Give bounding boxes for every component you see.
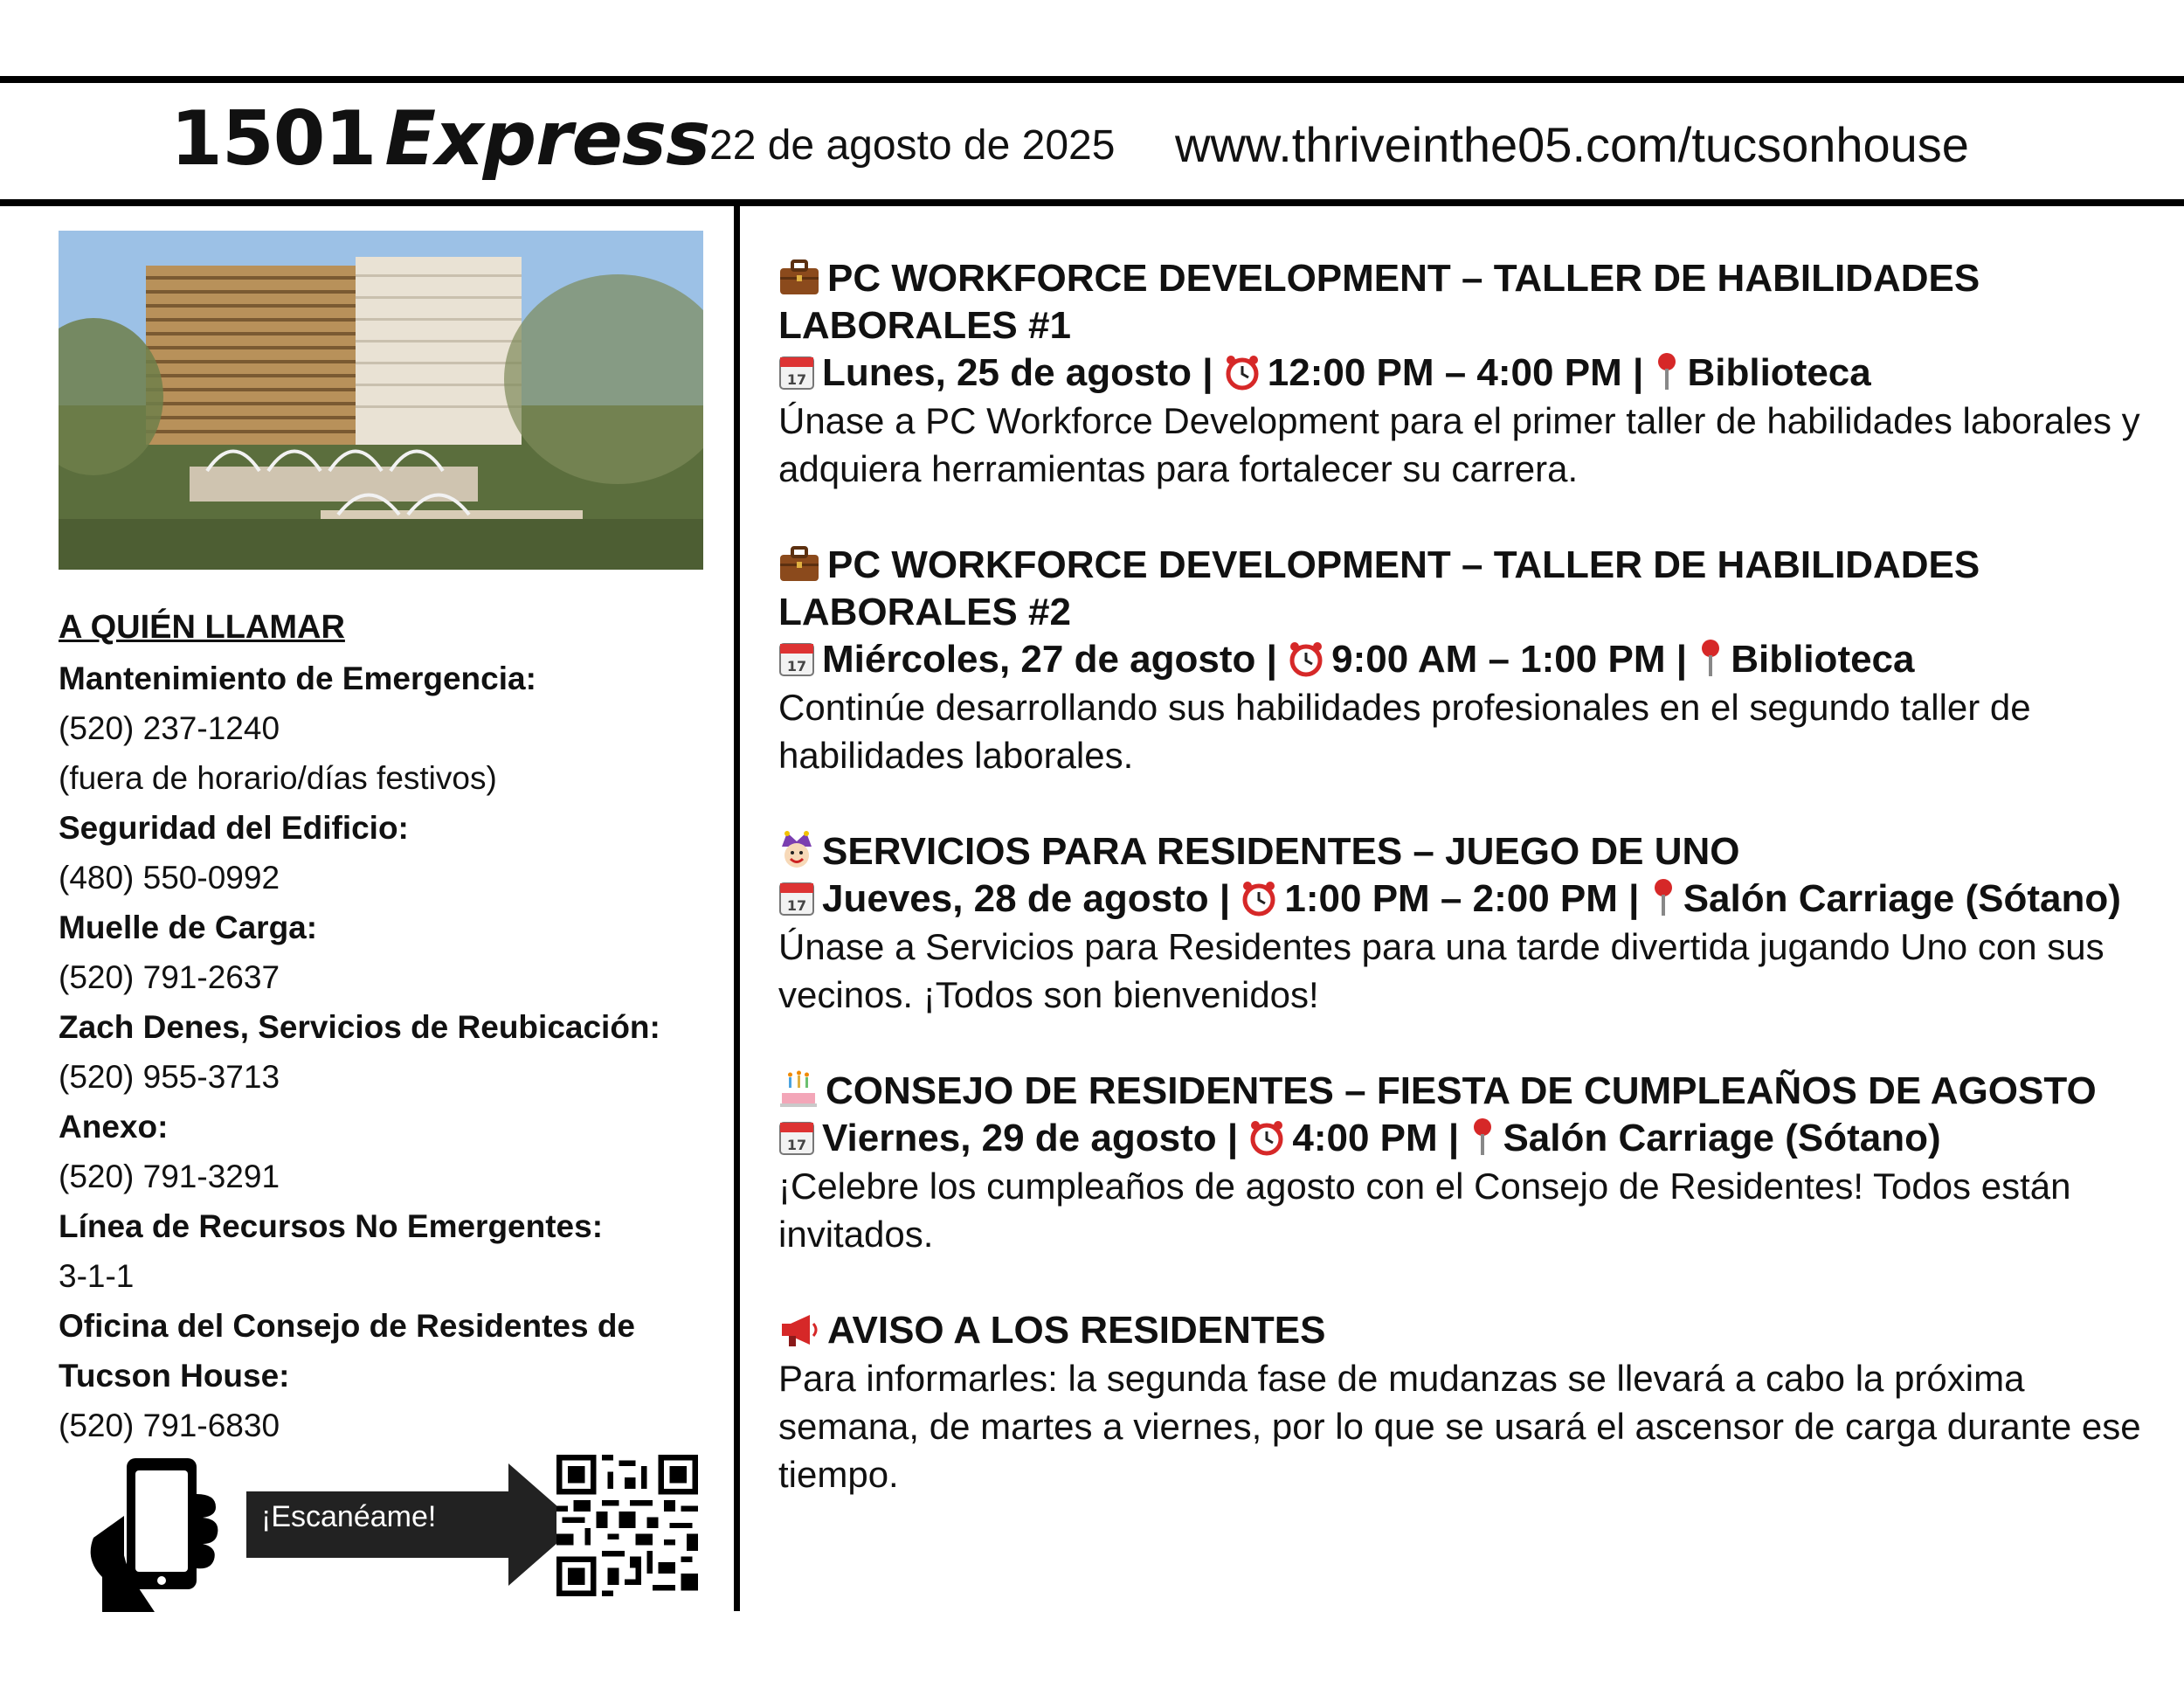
event-time: 4:00 PM (1292, 1117, 1438, 1159)
pin-icon (1654, 352, 1680, 391)
hand-phone-icon (76, 1455, 242, 1612)
event-day: Lunes, 25 de agosto (822, 351, 1192, 394)
contacts-title: A QUIÉN LLAMAR (59, 609, 345, 646)
event-description: Únase a PC Workforce Development para el primer taller de habilidades laborales y adquiera herramientas para fortalecer su carrera. (778, 400, 2140, 489)
event-title (778, 828, 2159, 875)
svg-text:17: 17 (786, 658, 807, 675)
masthead (0, 83, 2184, 199)
contact-item (59, 654, 722, 803)
pin-icon (1650, 878, 1676, 917)
event-item (778, 542, 2159, 779)
event-item (778, 255, 2159, 493)
qr-code[interactable] (556, 1455, 698, 1596)
megaphone-icon (778, 1311, 820, 1348)
event-title (778, 542, 2159, 636)
event-meta: 17 Lunes, 25 de agosto | 12:00 PM – 4:00 PM | Biblioteca (778, 349, 2159, 397)
event-description: ¡Celebre los cumpleaños de agosto con el Consejo de Residentes! Todos están invitados. (778, 1166, 2071, 1255)
svg-text:17: 17 (786, 371, 807, 388)
event-day: Viernes, 29 de agosto (822, 1117, 1217, 1159)
calendar-icon (778, 354, 815, 391)
contact-label: Seguridad del Edificio: (59, 810, 409, 846)
newsletter-title (170, 95, 709, 183)
contacts-section (59, 603, 722, 1450)
building-photo (59, 231, 703, 570)
event-meta: 17 Miércoles, 27 de agosto | 9:00 AM – 1:00 PM | Biblioteca (778, 636, 2159, 683)
calendar-icon (778, 640, 815, 677)
column-divider (734, 206, 740, 1611)
events-section (778, 255, 2159, 1547)
title-name: Express (384, 95, 710, 183)
contact-phone: (520) 791-6830 (59, 1408, 280, 1443)
event-place: Salón Carriage (Sótano) (1683, 877, 2121, 920)
event-title-text: SERVICIOS PARA RESIDENTES – JUEGO DE UNO (822, 830, 1740, 873)
contact-item (59, 903, 722, 1002)
calendar-icon (778, 880, 815, 917)
event-description: Continúe desarrollando sus habilidades profesionales en el segundo taller de habilidades laborales. (778, 687, 2031, 776)
event-day: Miércoles, 27 de agosto (822, 638, 1256, 681)
briefcase-icon (778, 259, 820, 296)
event-place: Biblioteca (1731, 638, 1915, 681)
event-time: 12:00 PM – 4:00 PM (1267, 351, 1622, 394)
event-day: Jueves, 28 de agosto (822, 877, 1209, 920)
contact-phone: (520) 237-1240 (59, 710, 280, 746)
contact-label: Oficina del Consejo de Residentes de Tucson House: (59, 1308, 636, 1394)
event-meta: 17 Viernes, 29 de agosto | 4:00 PM | Salón Carriage (Sótano) (778, 1115, 2159, 1162)
website-url: www.thriveinthe05.com/tucsonhouse (1175, 117, 1969, 172)
scan-me-label: ¡Escanéame! (261, 1500, 437, 1533)
alarm-clock-icon (1288, 640, 1324, 677)
calendar-icon (778, 1119, 815, 1156)
notice-title (778, 1307, 2159, 1354)
contact-label: Anexo: (59, 1109, 169, 1145)
cake-icon (778, 1070, 819, 1109)
header-rule (0, 199, 2184, 206)
contact-phone: 3-1-1 (59, 1258, 135, 1294)
svg-text:17: 17 (786, 897, 807, 914)
contact-item (59, 1002, 722, 1102)
event-place: Biblioteca (1687, 351, 1871, 394)
contact-label: Zach Denes, Servicios de Reubicación: (59, 1009, 660, 1045)
event-item (778, 828, 2159, 1019)
issue-date: 22 de agosto de 2025 (709, 122, 1116, 169)
contact-label: Mantenimiento de Emergencia: (59, 661, 536, 696)
title-number: 1501 (170, 95, 377, 183)
alarm-clock-icon (1248, 1119, 1285, 1156)
alarm-clock-icon (1224, 354, 1261, 391)
contact-phone: (480) 550-0992 (59, 860, 280, 896)
event-title-text: CONSEJO DE RESIDENTES – FIESTA DE CUMPLEAÑOS DE AGOSTO (826, 1069, 2097, 1112)
contact-note: (fuera de horario/días festivos) (59, 760, 497, 796)
event-title (778, 1068, 2159, 1115)
svg-text:17: 17 (786, 1137, 807, 1153)
contact-phone: (520) 791-2637 (59, 959, 280, 995)
contact-item (59, 1301, 722, 1450)
event-item (778, 1068, 2159, 1258)
joker-icon (778, 831, 815, 869)
contact-phone: (520) 791-3291 (59, 1159, 280, 1194)
event-time: 1:00 PM – 2:00 PM (1284, 877, 1618, 920)
event-title-text: PC WORKFORCE DEVELOPMENT – TALLER DE HABILIDADES LABORALES #2 (778, 543, 1980, 633)
notice-title-text: AVISO A LOS RESIDENTES (827, 1309, 1326, 1352)
event-place: Salón Carriage (Sótano) (1503, 1117, 1941, 1159)
contact-item (59, 1102, 722, 1201)
event-title (778, 255, 2159, 349)
event-title-text: PC WORKFORCE DEVELOPMENT – TALLER DE HABILIDADES LABORALES #1 (778, 257, 1980, 347)
pin-icon (1697, 639, 1724, 677)
notice-item (778, 1307, 2159, 1498)
top-rule (0, 76, 2184, 83)
contact-item (59, 1201, 722, 1301)
event-description: Únase a Servicios para Residentes para una tarde divertida jugando Uno con sus vecinos. ¡Todos son bienvenidos! (778, 926, 2105, 1015)
scan-me-row (59, 1455, 705, 1616)
notice-description: Para informarles: la segunda fase de mudanzas se llevará a cabo la próxima semana, de martes a viernes, por lo que se usará el ascensor de carga durante ese tiempo. (778, 1358, 2141, 1495)
briefcase-icon (778, 546, 820, 583)
contact-phone: (520) 955-3713 (59, 1059, 280, 1095)
contact-label: Muelle de Carga: (59, 910, 318, 945)
contact-item (59, 803, 722, 903)
contact-label: Línea de Recursos No Emergentes: (59, 1208, 604, 1244)
event-time: 9:00 AM – 1:00 PM (1331, 638, 1666, 681)
pin-icon (1469, 1117, 1496, 1156)
event-meta: 17 Jueves, 28 de agosto | 1:00 PM – 2:00 PM | Salón Carriage (Sótano) (778, 875, 2159, 923)
alarm-clock-icon (1241, 880, 1277, 917)
